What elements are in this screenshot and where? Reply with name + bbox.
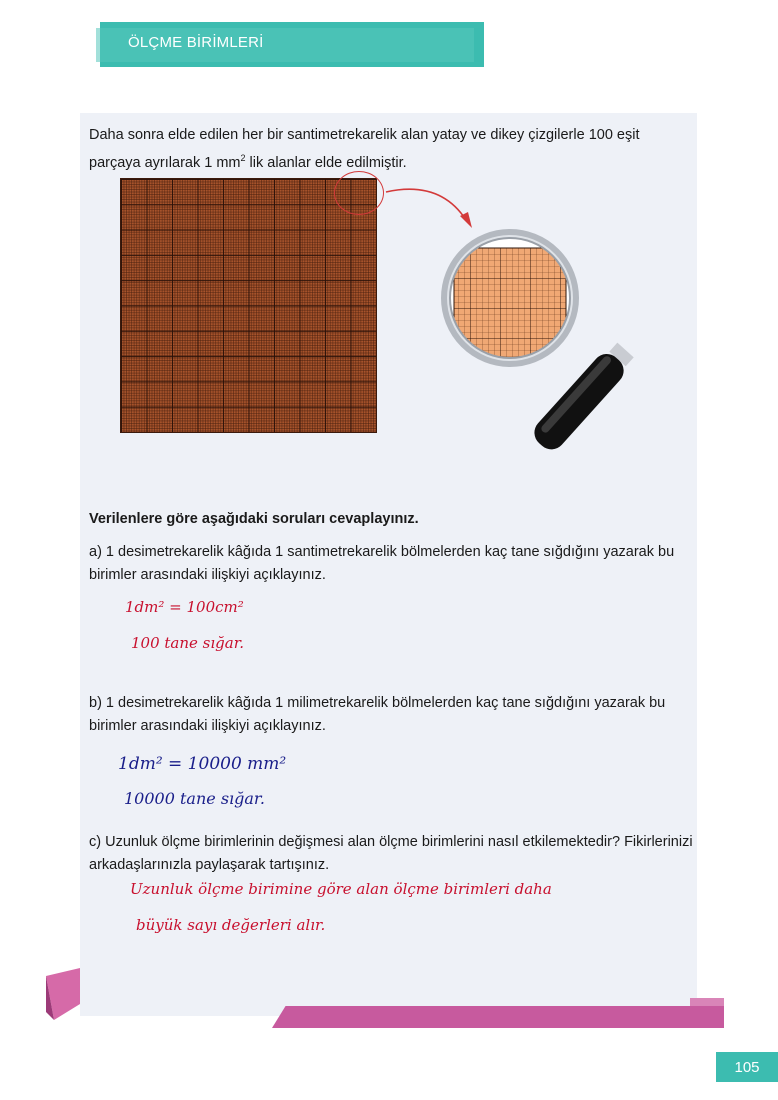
zoom-highlight-circle [334, 171, 384, 215]
intro-superscript: 2 [240, 153, 246, 163]
page-number: 105 [716, 1052, 778, 1082]
pink-ribbon-left [46, 968, 82, 1020]
questions-heading: Verilenlere göre aşağıdaki soruları cevaplayınız. [89, 511, 419, 527]
question-a: a) 1 desimetrekarelik kâğıda 1 santimetrekarelik bölmelerden kaç tane sığdığını yazarak bu birimler arasındaki ilişkiyi açıklayınız. [89, 544, 675, 583]
answer-a-line1: 1dm² = 100cm² [125, 598, 244, 616]
square-grid-illustration [120, 178, 377, 433]
intro-text-start: Daha sonra elde edilen her bir santimetrekarelik alan yatay ve dikey çizgilerle 100 eşit parçaya ayrılarak 1 mm [89, 127, 640, 171]
intro-paragraph [89, 124, 689, 175]
unit-title: ÖLÇME BİRİMLERİ [128, 34, 264, 51]
answer-c-line2: büyük sayı değerleri alır. [136, 916, 326, 934]
pink-ribbon-bottom [272, 1006, 724, 1028]
magnifier-icon [440, 218, 685, 453]
answer-b-line2: 10000 tane sığar. [124, 789, 265, 808]
answer-b-line1: 1dm² = 10000 mm² [118, 754, 287, 774]
answer-a-line2: 100 tane sığar. [131, 634, 245, 652]
answer-c-line1: Uzunluk ölçme birimine göre alan ölçme birimleri daha [130, 880, 552, 898]
question-b: b) 1 desimetrekarelik kâğıda 1 milimetrekarelik bölmelerden kaç tane sığdığını yazarak bu birimler arasındaki ilişkiyi açıklayınız. [89, 695, 666, 734]
question-c: c) Uzunluk ölçme birimlerinin değişmesi alan ölçme birimlerini nasıl etkilemektedir? Fikirlerinizi arkadaşlarınızla paylaşarak tartışınız. [89, 834, 693, 873]
intro-text-end: lik alanlar elde edilmiştir. [245, 154, 407, 171]
